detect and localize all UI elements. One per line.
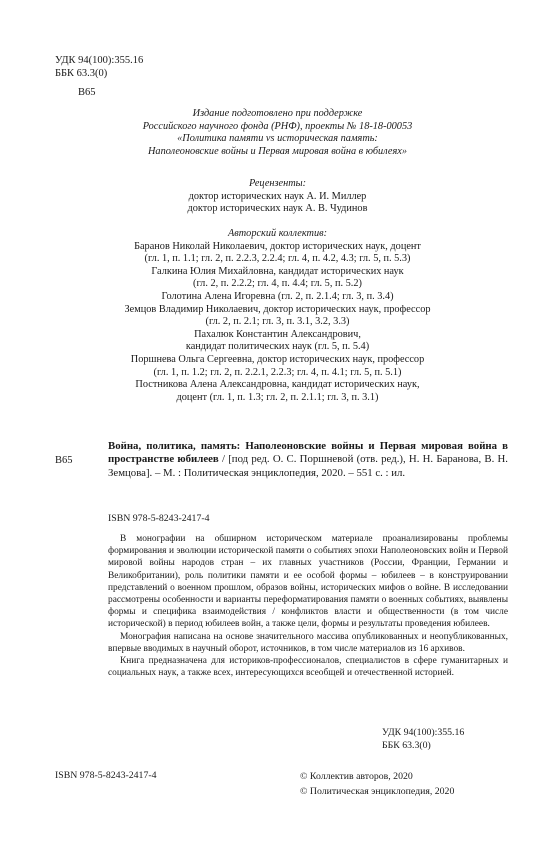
authors-heading: Авторский коллектив: xyxy=(227,228,328,239)
author-line: доцент (гл. 1, п. 1.3; гл. 2, п. 2.1.1; гл. 3, п. 3.1) xyxy=(176,391,379,403)
author-line: (гл. 2, п. 2.2.2; гл. 4, п. 4.4; гл. 5, п. 5.2) xyxy=(193,278,362,290)
author-mark: В65 xyxy=(78,87,96,98)
support-line: Российского научного фонда (РНФ), проекты № 18-18-00053 xyxy=(142,120,413,132)
support-line: Наполеоновские войны и Первая мировая война в юбилеях» xyxy=(147,145,407,157)
biblio-details: / [под ред. О. С. Поршневой (отв. ред.), Н. Н. Баранова, В. Н. Земцова]. – М. : Политическая энциклопедия, 2020. – 551 с. : ил. xyxy=(108,453,508,479)
top-codes xyxy=(55,54,143,80)
abstract-paragraph: Монография написана на основе значительного массива опубликованных и неопубликованных, впервые вводимых в научный оборот, источников, в том числе материалов из 16 архивов. xyxy=(108,631,508,654)
author-line: Земцов Владимир Николаевич, доктор исторических наук, профессор xyxy=(124,303,431,315)
author-line: Голотина Алена Игоревна (гл. 2, п. 2.1.4; гл. 3, п. 3.4) xyxy=(161,290,394,302)
biblio-isbn: ISBN 978-5-8243-2417-4 xyxy=(108,513,210,524)
author-line: Поршнева Ольга Сергеевна, доктор исторических наук, профессор xyxy=(130,353,425,365)
author-line: (гл. 1, п. 1.1; гл. 2, п. 2.2.3, 2.2.4; гл. 4, п. 4.2, 4.3; гл. 5, п. 5.3) xyxy=(144,253,411,265)
bbk-code: ББК 63.3(0) xyxy=(55,68,108,79)
author-line: (гл. 1, п. 1.2; гл. 2, п. 2.2.1, 2.2.3; гл. 4, п. 4.1; гл. 5, п. 5.1) xyxy=(153,366,402,378)
copyright-line: © Политическая энциклопедия, 2020 xyxy=(300,786,455,797)
copyright-line: © Коллектив авторов, 2020 xyxy=(300,771,413,782)
author-line: (гл. 2, п. 2.1; гл. 3, п. 3.1, 3.2, 3.3) xyxy=(205,316,350,328)
support-line: Издание подготовлено при поддержке xyxy=(192,108,363,119)
bbk-code: ББК 63.3(0) xyxy=(382,739,431,751)
author-line: Галкина Юлия Михайловна, кандидат исторических наук xyxy=(151,265,404,277)
footer-isbn: ISBN 978-5-8243-2417-4 xyxy=(55,770,157,781)
support-note xyxy=(60,108,495,158)
abstract xyxy=(108,533,508,679)
reviewer: доктор исторических наук А. В. Чудинов xyxy=(187,203,368,215)
copyrights xyxy=(300,769,454,799)
reviewers-heading: Рецензенты: xyxy=(248,178,307,189)
book-title: Война, политика, память: Наполеоновские войны и Первая мировая война в пространстве юбилеев xyxy=(108,440,508,466)
author-line: Постникова Алена Александровна, кандидат исторических наук, xyxy=(135,379,420,391)
author-line: Баранов Николай Николаевич, доктор исторических наук, доцент xyxy=(134,240,421,252)
author-line: кандидат политических наук (гл. 5, п. 5.4) xyxy=(185,341,370,353)
abstract-paragraph: Книга предназначена для историков-профессионалов, специалистов в сфере гуманитарных и социальных наук, а также всех, интересующихся всеобщей и отечественной историей. xyxy=(108,656,508,679)
reviewer: доктор исторических наук А. И. Миллер xyxy=(188,190,367,202)
reviewers xyxy=(60,178,495,216)
author-line: Пахалюк Константин Александрович, xyxy=(194,328,361,340)
bibliographic-record xyxy=(108,440,508,480)
abstract-paragraph: В монографии на обширном историческом материале проанализированы проблемы формирования и эволюции исторической памяти о событиях эпохи Наполеоновских войн и Первой мировой войны народов стран – их главных участников (России, Франции, Германии и Великобритании), роль политики памяти и ее особой формы – юбилеев – в конструировании представлений о военном прошлом, образов войны, исторических мифов о войне. В исследовании рассмотрены особенности и варианты переформатирования памяти о военных событиях, выявлены формы и специфика взаимодействия / конфликтов власти и общественности (в том числе исторической) в период юбилеев войн, а также цели, формы и результаты проведения юбилеев. xyxy=(108,534,508,630)
biblio-mark: В65 xyxy=(55,455,73,466)
support-line: «Политика памяти vs историческая память: xyxy=(177,133,378,145)
udk-code: УДК 94(100):355.16 xyxy=(55,55,144,66)
udk-code: УДК 94(100):355.16 xyxy=(382,727,465,738)
bottom-codes xyxy=(382,727,464,752)
authors xyxy=(60,228,495,404)
